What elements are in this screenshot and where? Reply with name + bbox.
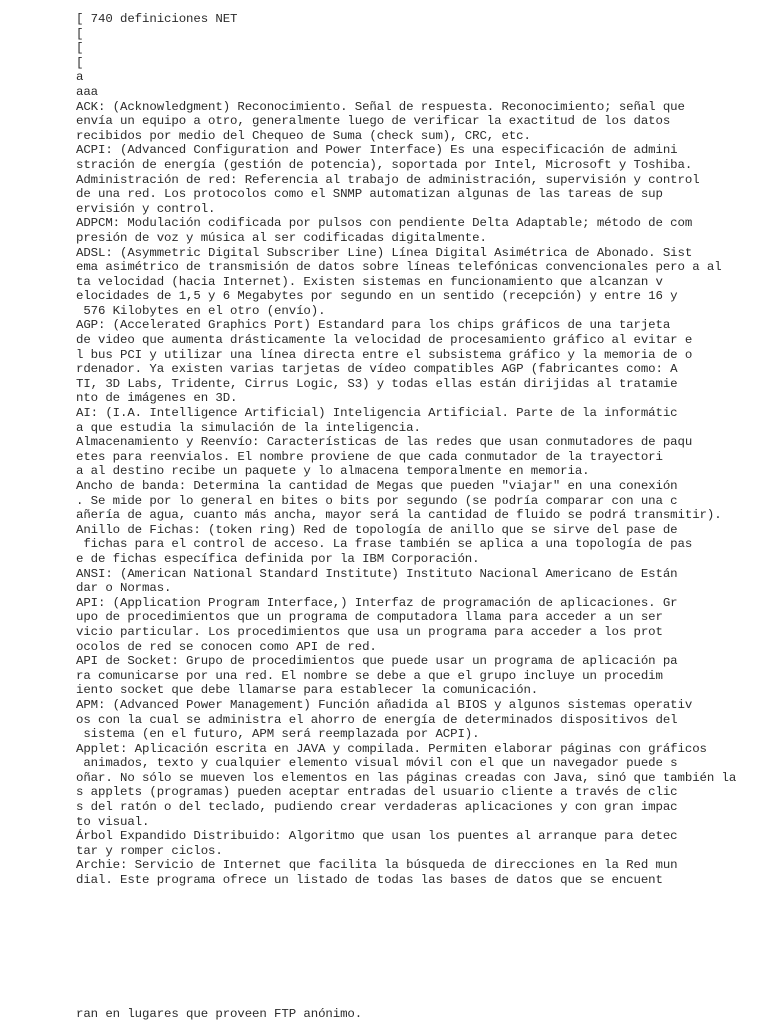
text-line: dial. Este programa ofrece un listado de todas las bases de datos que se encuent — [76, 873, 663, 888]
text-line: Almacenamiento y Reenvío: Características de las redes que usan conmutadores de paqu — [76, 435, 693, 450]
text-line: a que estudia la simulación de la inteligencia. — [76, 420, 421, 435]
text-line: de video que aumenta drásticamente la velocidad de procesamiento gráfico al evitar e — [76, 333, 693, 348]
text-line: presión de voz y música al ser codificadas digitalmente. — [76, 230, 487, 245]
text-line: iento socket que debe llamarse para establecer la comunicación. — [76, 683, 539, 698]
text-line: aaa — [76, 84, 99, 99]
text-line: ADPCM: Modulación codificada por pulsos con pendiente Delta Adaptable; método de com — [76, 216, 693, 231]
text-line: ANSI: (American National Standard Institute) Instituto Nacional Americano de Están — [76, 566, 678, 581]
text-line: ACK: (Acknowledgment) Reconocimiento. Señal de respuesta. Reconocimiento; señal que — [76, 99, 685, 114]
text-line: 576 Kilobytes en el otro (envío). — [76, 303, 326, 318]
text-line: recibidos por medio del Chequeo de Suma (check sum), CRC, etc. — [76, 128, 531, 143]
text-line: rdenador. Ya existen varias tarjetas de vídeo compatibles AGP (fabricantes como: A — [76, 362, 678, 377]
text-line: animados, texto y cualquier elemento visual móvil con el que un navegador puede s — [76, 756, 678, 771]
text-line: envía un equipo a otro, generalmente luego de verificar la exactitud de los datos — [76, 114, 671, 129]
text-line: elocidades de 1,5 y 6 Megabytes por segundo en un sentido (recepción) y entre 16 y — [76, 289, 678, 304]
document-continuation — [76, 1007, 766, 1022]
text-line: dar o Normas. — [76, 581, 172, 596]
text-line: to visual. — [76, 814, 150, 829]
text-line: etes para reenvialos. El nombre proviene de que cada conmutador de la trayectori — [76, 449, 663, 464]
text-line: a al destino recibe un paquete y lo almacena temporalmente en memoria. — [76, 464, 590, 479]
text-line: API de Socket: Grupo de procedimientos que puede usar un programa de aplicación pa — [76, 654, 678, 669]
text-line: [ — [76, 26, 84, 41]
text-line: ta velocidad (hacia Internet). Existen sistemas en funcionamiento que alcanzan v — [76, 274, 663, 289]
text-line: upo de procedimientos que un programa de computadora llama para acceder a un ser — [76, 610, 663, 625]
text-line: ACPI: (Advanced Configuration and Power Interface) Es una especificación de admini — [76, 143, 678, 158]
text-line: fichas para el control de acceso. La frase también se aplica a una topología de pas — [76, 537, 693, 552]
text-line: Árbol Expandido Distribuido: Algoritmo que usan los puentes al arranque para detec — [76, 829, 678, 844]
text-line: oñar. No sólo se mueven los elementos en las páginas creadas con Java, sinó que también la — [76, 770, 737, 785]
text-line: sistema (en el futuro, APM será reemplazada por ACPI). — [76, 727, 480, 742]
text-line: [ — [76, 41, 84, 56]
text-line: Archie: Servicio de Internet que facilita la búsqueda de direcciones en la Red mun — [76, 858, 678, 873]
text-line: vicio particular. Los procedimientos que usa un programa para acceder a los prot — [76, 624, 663, 639]
document-body — [76, 12, 766, 888]
text-line: [ — [76, 55, 84, 70]
text-line: Applet: Aplicación escrita en JAVA y compilada. Permiten elaborar páginas con gráficos — [76, 741, 707, 756]
text-line: tar y romper ciclos. — [76, 843, 223, 858]
text-line: s applets (programas) pueden aceptar entradas del usuario cliente a través de clic — [76, 785, 678, 800]
text-line: añería de agua, cuanto más ancha, mayor será la cantidad de fluido se podrá transmitir). — [76, 508, 722, 523]
text-line: AGP: (Accelerated Graphics Port) Estandard para los chips gráficos de una tarjeta — [76, 318, 671, 333]
text-line: [ 740 definiciones NET — [76, 12, 238, 26]
text-line: ra comunicarse por una red. El nombre se debe a que el grupo incluye un procedim — [76, 668, 663, 683]
text-line: Anillo de Fichas: (token ring) Red de topología de anillo que se sirve del pase de — [76, 522, 678, 537]
text-line: de una red. Los protocolos como el SNMP automatizan algunas de las tareas de sup — [76, 187, 663, 202]
text-line: nto de imágenes en 3D. — [76, 391, 238, 406]
text-line: os con la cual se administra el ahorro de energía de determinados dispositivos del — [76, 712, 678, 727]
text-line: Ancho de banda: Determina la cantidad de Megas que pueden "viajar" en una conexión — [76, 479, 678, 493]
text-line: APM: (Advanced Power Management) Función añadida al BIOS y algunos sistemas operativ — [76, 697, 693, 712]
text-line: Administración de red: Referencia al trabajo de administración, supervisión y control — [76, 172, 700, 187]
continuation-line: ran en lugares que proveen FTP anónimo. — [76, 1007, 363, 1021]
text-line: . Se mide por lo general en bites o bits por segundo (se podría comparar con una c — [76, 493, 678, 508]
text-line: API: (Application Program Interface,) Interfaz de programación de aplicaciones. Gr — [76, 595, 678, 610]
text-line: AI: (I.A. Intelligence Artificial) Inteligencia Artificial. Parte de la informátic — [76, 406, 678, 421]
text-line: stración de energía (gestión de potencia), soportada por Intel, Microsoft y Toshiba. — [76, 157, 693, 172]
text-line: ADSL: (Asymmetric Digital Subscriber Line) Línea Digital Asimétrica de Abonado. Sist — [76, 245, 693, 260]
text-line: ocolos de red se conocen como API de red. — [76, 639, 377, 654]
text-line: s del ratón o del teclado, pudiendo crear verdaderas aplicaciones y con gran impac — [76, 800, 678, 815]
text-line: TI, 3D Labs, Tridente, Cirrus Logic, S3) y todas ellas están dirijidas al tratamie — [76, 376, 678, 391]
text-line: e de fichas específica definida por la IBM Corporación. — [76, 551, 480, 566]
text-line: l bus PCI y utilizar una línea directa entre el subsistema gráfico y la memoria de o — [76, 347, 693, 362]
text-line: ervisión y control. — [76, 201, 216, 216]
text-line: a — [76, 70, 84, 85]
text-line: ema asimétrico de transmisión de datos sobre líneas telefónicas convencionales pero a al — [76, 260, 722, 275]
